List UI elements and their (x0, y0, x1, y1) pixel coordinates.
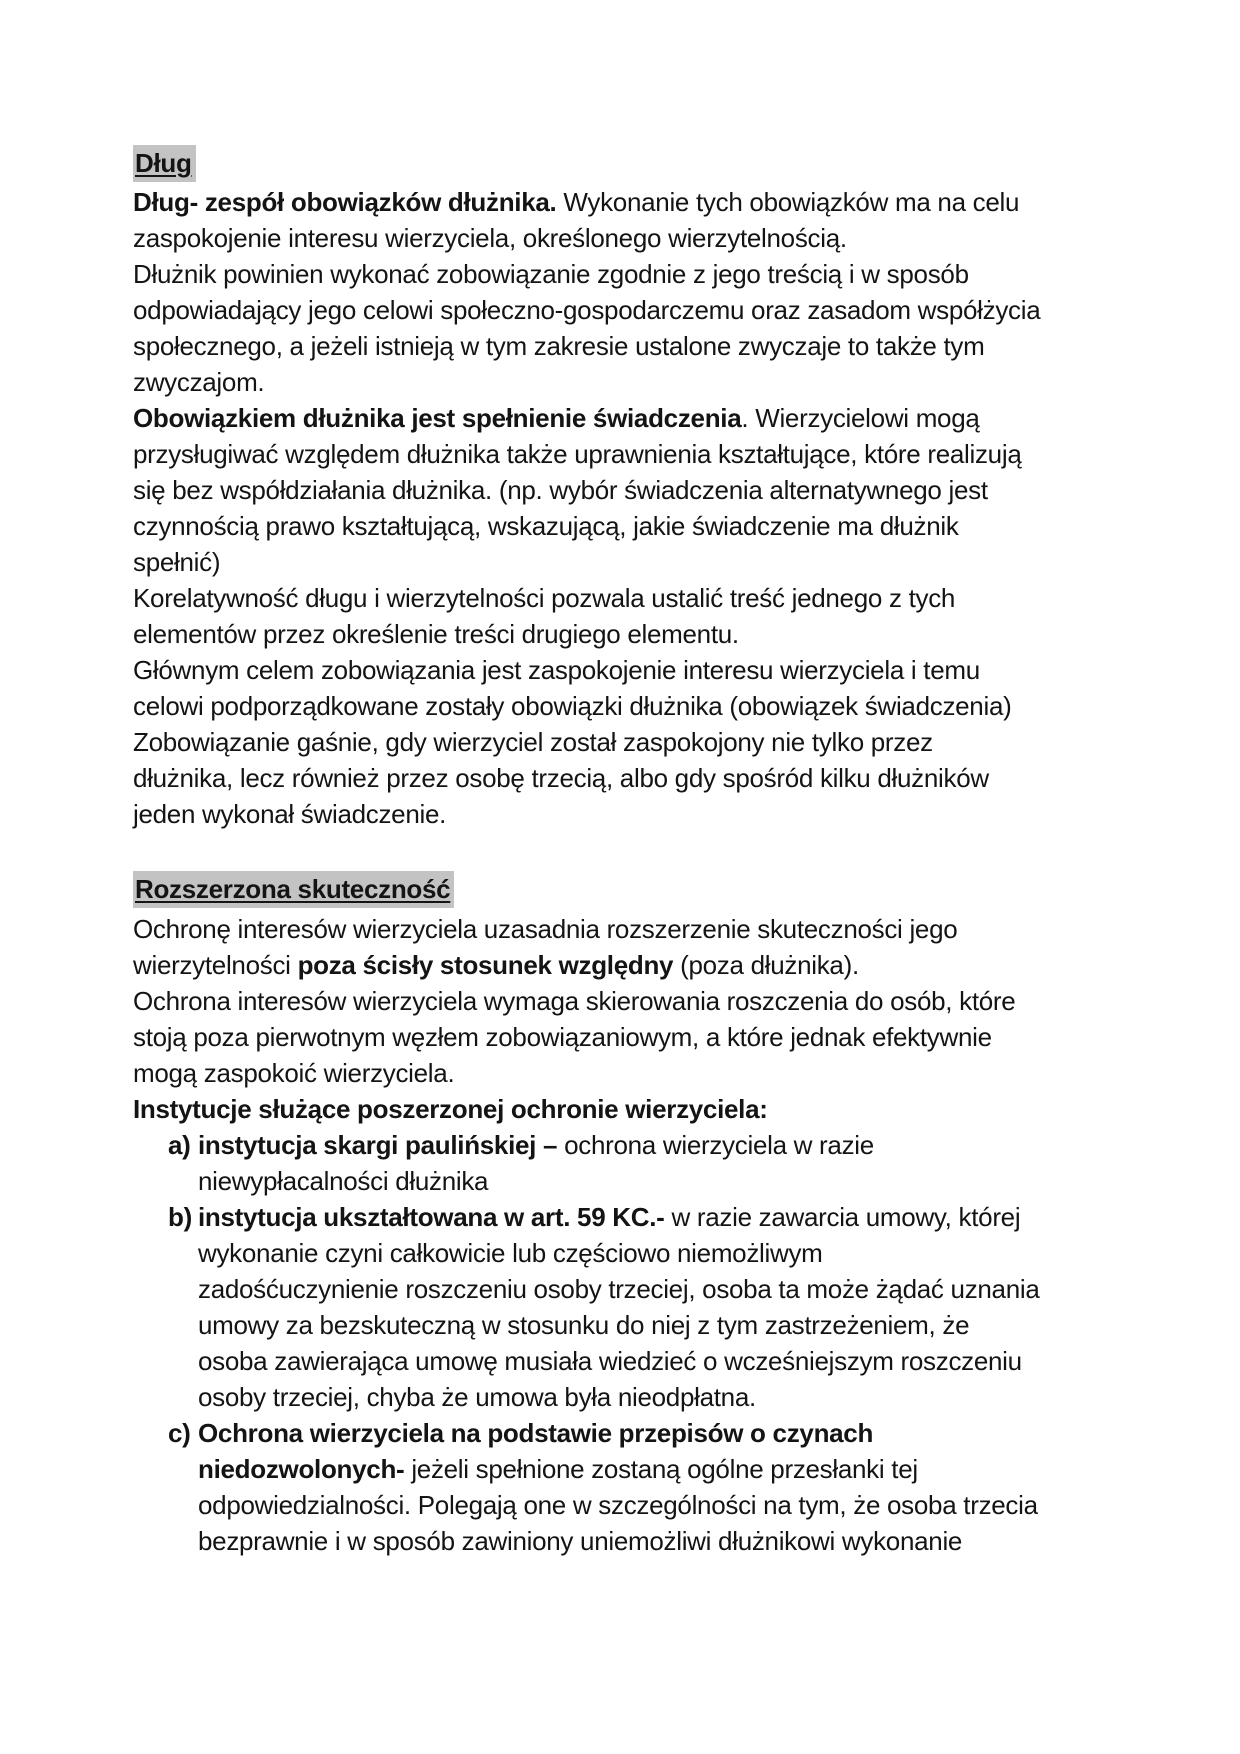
text-segment: niewypłacalności dłużnika (198, 1166, 489, 1196)
text-line (198, 1307, 1143, 1343)
text-line (198, 1487, 1143, 1523)
section-heading: Dług (133, 145, 196, 182)
text-line (133, 580, 1143, 616)
text-segment: Zobowiązanie gaśnie, gdy wierzyciel został zaspokojony nie tylko przez (133, 727, 933, 757)
text-segment: przysługiwać względem dłużnika także uprawnienia kształtujące, które realizują (133, 439, 1022, 469)
text-segment: Wykonanie tych obowiązków ma na celu (556, 187, 1020, 217)
text-line (133, 256, 1143, 292)
text-line (198, 1451, 1143, 1487)
list-item (133, 1415, 1143, 1559)
ordered-list (133, 1127, 1143, 1559)
text-segment: odpowiedzialności. Polegają one w szczególności na tym, że osoba trzecia (198, 1490, 1038, 1520)
text-line (133, 983, 1143, 1019)
document-content (133, 145, 1143, 1559)
text-line (133, 688, 1143, 724)
text-segment: zadośćuczynienie roszczeniu osoby trzeciej, osoba ta może żądać uznania (198, 1274, 1040, 1304)
text-segment: zwyczajom. (133, 367, 265, 397)
text-line (133, 544, 1143, 580)
text-segment: ochrona wierzyciela w razie (564, 1130, 874, 1160)
text-line (133, 796, 1143, 832)
text-segment: stoją poza pierwotnym węzłem zobowiązaniowym, a które jednak efektywnie (133, 1022, 992, 1052)
section-heading: Rozszerzona skuteczność (133, 871, 454, 908)
text-segment: wierzytelności (133, 950, 298, 980)
text-segment: Głównym celem zobowiązania jest zaspokojenie interesu wierzyciela i temu (133, 655, 980, 685)
text-line (133, 472, 1143, 508)
text-segment: jeden wykonał świadczenie. (133, 799, 447, 829)
text-line (133, 400, 1143, 436)
text-line (133, 508, 1143, 544)
section-dlug (133, 145, 1143, 832)
text-segment: Ochrona interesów wierzyciela wymaga skierowania roszczenia do osób, które (133, 986, 1016, 1016)
text-line (133, 1019, 1143, 1055)
text-line (133, 760, 1143, 796)
bold-text-segment: niedozwolonych- (198, 1454, 412, 1484)
section-body (133, 911, 1143, 1127)
text-line (133, 364, 1143, 400)
section-body (133, 184, 1143, 832)
bold-text-segment: instytucja skargi paulińskiej – (198, 1130, 565, 1160)
text-segment: w razie zawarcia umowy, której (671, 1202, 1021, 1232)
list-marker: a) (168, 1130, 191, 1160)
text-segment: odpowiadający jego celowi społeczno-gospodarczemu oraz zasadom współżycia (133, 295, 1041, 325)
list-marker: b) (168, 1202, 192, 1232)
text-line (133, 328, 1143, 364)
text-segment: mogą zaspokoić wierzyciela. (133, 1058, 455, 1088)
text-line (133, 724, 1143, 760)
text-segment: wykonanie czyni całkowicie lub częściowo niemożliwym (198, 1238, 823, 1268)
text-segment: się bez współdziałania dłużnika. (np. wybór świadczenia alternatywnego jest (133, 475, 988, 505)
list-marker: c) (168, 1418, 191, 1448)
heading-row (133, 871, 1143, 907)
text-line (198, 1343, 1143, 1379)
text-segment: osoba zawierająca umowę musiała wiedzieć o wcześniejszym roszczeniu (198, 1346, 1022, 1376)
heading-row (133, 145, 1143, 181)
text-line (198, 1415, 1143, 1451)
text-segment: spełnić) (133, 547, 221, 577)
text-line (133, 616, 1143, 652)
text-segment: jeżeli spełnione zostaną ogólne przesłanki tej (411, 1454, 918, 1484)
list-item (133, 1127, 1143, 1199)
text-segment: Korelatywność długu i wierzytelności pozwala ustalić treść jednego z tych (133, 583, 956, 613)
bold-text-segment: Obowiązkiem dłużnika jest spełnienie świadczenia (133, 403, 742, 433)
text-segment: Ochronę interesów wierzyciela uzasadnia rozszerzenie skuteczności jego (133, 914, 958, 944)
text-segment: Dłużnik powinien wykonać zobowiązanie zgodnie z jego treścią i w sposób (133, 259, 969, 289)
text-segment: umowy za bezskuteczną w stosunku do niej z tym zastrzeżeniem, że (198, 1310, 970, 1340)
text-line (198, 1127, 1143, 1163)
text-line (198, 1235, 1143, 1271)
text-segment: (poza dłużnika). (680, 950, 859, 980)
bold-text-segment: poza ścisły stosunek względny (297, 950, 681, 980)
section-rozszerzona-skutecznosc (133, 871, 1143, 1559)
text-line (133, 292, 1143, 328)
text-line (133, 1055, 1143, 1091)
list-item (133, 1199, 1143, 1415)
text-line (133, 652, 1143, 688)
bold-text-segment: Ochrona wierzyciela na podstawie przepisów o czynach (198, 1418, 874, 1448)
text-segment: celowi podporządkowane zostały obowiązki dłużnika (obowiązek świadczenia) (133, 691, 1012, 721)
text-line (133, 184, 1143, 220)
bold-text-segment: Instytucje służące poszerzonej ochronie wierzyciela: (133, 1094, 768, 1124)
text-segment: elementów przez określenie treści drugiego elementu. (133, 619, 739, 649)
text-line (198, 1379, 1143, 1415)
text-segment: dłużnika, lecz również przez osobę trzecią, albo gdy spośród kilku dłużników (133, 763, 989, 793)
text-line (133, 436, 1143, 472)
text-segment: społecznego, a jeżeli istnieją w tym zakresie ustalone zwyczaje to także tym (133, 331, 985, 361)
text-segment: czynnością prawo kształtującą, wskazującą, jakie świadczenie ma dłużnik (133, 511, 959, 541)
text-segment: zaspokojenie interesu wierzyciela, określonego wierzytelnością. (133, 223, 847, 253)
text-line (133, 220, 1143, 256)
text-segment: bezprawnie i w sposób zawiniony uniemożliwi dłużnikowi wykonanie (198, 1526, 963, 1556)
text-segment: . Wierzycielowi mogą (741, 403, 980, 433)
bold-text-segment: Dług- zespół obowiązków dłużnika. (133, 187, 557, 217)
bold-text-segment: instytucja ukształtowana w art. 59 KC.- (198, 1202, 672, 1232)
text-line (198, 1523, 1143, 1559)
text-line (133, 1091, 1143, 1127)
text-line (198, 1163, 1143, 1199)
text-line (198, 1199, 1143, 1235)
text-line (133, 947, 1143, 983)
text-line (198, 1271, 1143, 1307)
text-line (133, 911, 1143, 947)
text-segment: osoby trzeciej, chyba że umowa była nieodpłatna. (198, 1382, 756, 1412)
